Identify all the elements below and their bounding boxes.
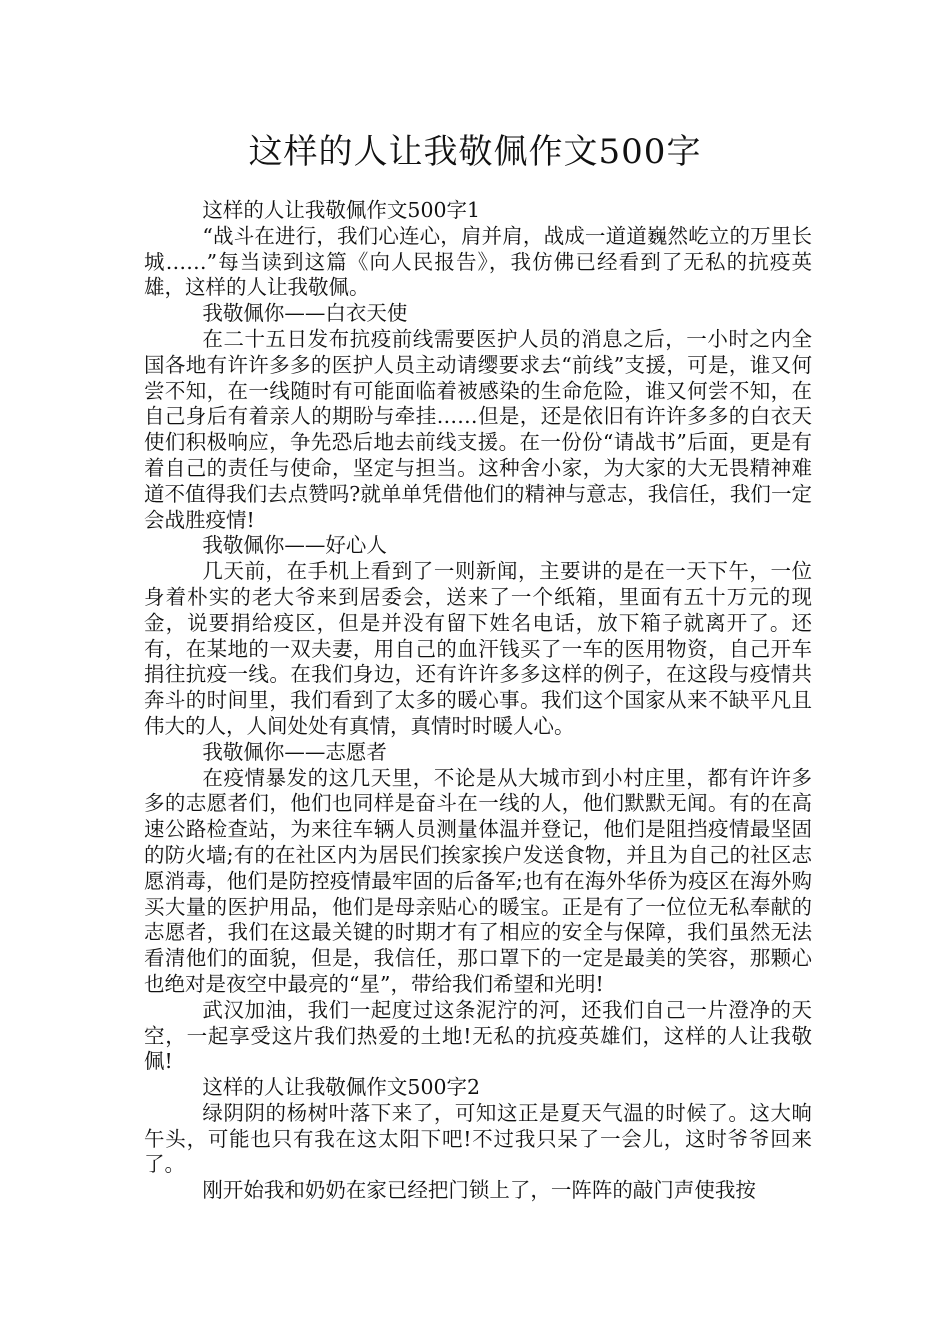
- body-paragraph: 刚开始我和奶奶在家已经把门锁上了，一阵阵的敲门声使我按: [202, 1178, 756, 1203]
- body-paragraph: 绿阴阴的杨树叶落下来了，可知这正是夏天气温的时候了。这大晌午头，可能也只有我在这太阳下吧!不过我只呆了一会儿，这时爷爷回来了。: [144, 1100, 812, 1177]
- section-heading: 我敬佩你——白衣天使: [202, 301, 408, 326]
- section-heading: 我敬佩你——好心人: [202, 533, 387, 558]
- section-heading: 这样的人让我敬佩作文500字2: [202, 1075, 481, 1100]
- body-paragraph: 在疫情暴发的这几天里，不论是从大城市到小村庄里，都有许许多多的志愿者们，他们也同样是奋斗在一线的人，他们默默无闻。有的在高速公路检查站，为来往车辆人员测量体温并登记，他们是阻挡疫情最坚固的防火墙;有的在社区内为居民们挨家挨户发送食物，并且为自己的社区志愿消毒，他们是防控疫情最牢固的后备军;也有在海外华侨为疫区在海外购买大量的医护用品，他们是母亲贴心的暖宝。正是有了一位位无私奉献的志愿者，我们在这最关键的时期才有了相应的安全与保障，我们虽然无法看清他们的面貌，但是，我信任，那口罩下的一定是最美的笑容，那颗心也绝对是夜空中最亮的“星”，带给我们希望和光明!: [144, 765, 812, 996]
- section-heading: 我敬佩你——志愿者: [202, 739, 387, 764]
- section-heading: 这样的人让我敬佩作文500字1: [202, 198, 481, 222]
- body-paragraph: 几天前，在手机上看到了一则新闻，主要讲的是在一天下午，一位身着朴实的老大爷来到居委会，送来了一个纸箱，里面有五十万元的现金，说要捐给疫区，但是并没有留下姓名电话，放下箱子就离开了。还有，在某地的一双夫妻，用自己的血汗钱买了一车的医用物资，自己开车捐往抗疫一线。在我们身边，还有许许多多这样的例子，在这段与疫情共奔斗的时间里，我们看到了太多的暖心事。我们这个国家从来不缺平凡且伟大的人，人间处处有真情，真情时时暖人心。: [144, 559, 812, 738]
- document-title: 这样的人让我敬佩作文500字: [248, 132, 702, 172]
- body-paragraph: “战斗在进行，我们心连心，肩并肩，战成一道道巍然屹立的万里长城……”每当读到这篇《向人民报告》，我仿佛已经看到了无私的抗疫英雄，这样的人让我敬佩。: [144, 223, 812, 300]
- body-paragraph: 在二十五日发布抗疫前线需要医护人员的消息之后，一小时之内全国各地有许许多多的医护人员主动请缨要求去“前线”支援，可是，谁又何尝不知，在一线随时有可能面临着被感染的生命危险，谁又何尝不知，在自己身后有着亲人的期盼与牵挂……但是，还是依旧有许许多多的白衣天使们积极响应，争先恐后地去前线支援。在一份份“请战书”后面，更是有着自己的责任与使命，坚定与担当。这种舍小家，为大家的大无畏精神难道不值得我们去点赞吗?就单单凭借他们的精神与意志，我信任，我们一定会战胜疫情!: [144, 326, 812, 532]
- body-paragraph: 武汉加油，我们一起度过这条泥泞的河，还我们自己一片澄净的天空，一起享受这片我们热爱的土地!无私的抗疫英雄们，这样的人让我敬佩!: [144, 997, 812, 1074]
- document-body: [144, 198, 812, 1204]
